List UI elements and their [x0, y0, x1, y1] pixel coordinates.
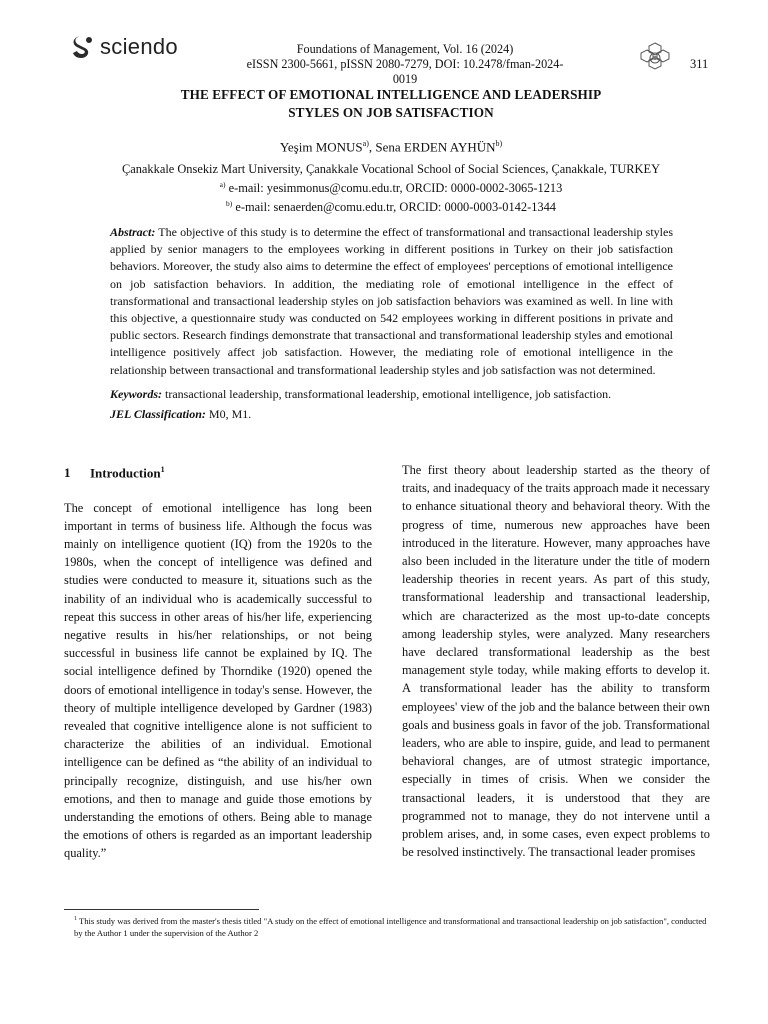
issn-doi-line: eISSN 2300-5661, pISSN 2080-7279, DOI: 10.2478/fman-2024-0019: [246, 57, 564, 86]
intro-paragraph-right: The first theory about leadership started as the theory of traits, and inadequacy of the traits approach made it necessary to enhance situational theory and behavioral theory. With the progress of time, numerous new approaches have been introduced in the literature. However, many approaches have also been included in the literature under the title of modern leadership theories in recent years. As part of this study, transformational leadership and transactional leadership, which are characterized as the most up-to-date concepts among leadership styles, were analyzed. Many researchers have declared transformational leadership as the best management style today, while making efforts to develop it. A transformational leader has the ability to transform employees' view of the job and the balance between their own goals and business goals in favor of the job. Transformational leaders, who are able to inspire, guide, and lead to permanent behavioral changes, are of utmost strategic importance, especially in times of crisis. When we consider the transactional leaders, it is understood that they are programmed not to manage, they do not intervene until a problem arises, and, in some cases, even expect problems to be resolved instinctively. The transactional leader promises: [402, 463, 710, 860]
jel-classification: [110, 406, 673, 423]
title-line-2: STYLES ON JOB SATISFACTION: [288, 104, 494, 120]
intro-paragraph-left: The concept of emotional intelligence has long been important in terms of business life. Although the focus was mainly on intelligence quotient (IQ) from the 1920s to the 1980s, when the concept of intelligence was defined and studies were conducted to measure it, situations such as the inability of an individual who is academically successful to repeat this success in other areas of his/her life, experiencing negative results in his/her relationships, or not being successful in business life cannot be explained by IQ. The social intelligence defined by Thorndike (1920) opened the doors of emotional intelligence in today's sense. However, the theory of multiple intelligence developed by Gardner (1983) revealed that cognitive intelligence alone is not sufficient to characterize the abilities of an individual. Emotional intelligence can be defined as “the ability of an individual to principally recognize, distinguish, and use his/her own emotions, and then to manage and guide those emotions by understanding the emotions of others. Being able to manage the emotions of others is regarded as an important leadership quality.”: [64, 500, 372, 861]
journal-info: [240, 42, 570, 87]
author-2-mark: b): [495, 139, 503, 148]
university-seal-icon: [636, 40, 674, 70]
jel-label: JEL Classification:: [110, 407, 206, 422]
email-a-line: [80, 177, 702, 196]
keywords: [110, 386, 673, 403]
sciendo-logo-icon: [70, 34, 94, 60]
authors: [100, 139, 682, 155]
publisher-name: sciendo: [100, 34, 178, 59]
email-a: e-mail: yesimmonus@comu.edu.tr, ORCID: 0000-0002-3065-1213: [225, 181, 563, 196]
journal-line: Foundations of Management, Vol. 16 (2024): [296, 42, 514, 56]
abstract-label: Abstract:: [110, 225, 156, 239]
section-number: 1: [64, 465, 71, 481]
title-line-1: THE EFFECT OF EMOTIONAL INTELLIGENCE AND LEADERSHIP: [180, 87, 602, 102]
section-footnote-mark: 1: [160, 465, 165, 474]
page-header: [0, 0, 768, 86]
publisher-logo: [70, 34, 178, 60]
abstract-block: [110, 224, 673, 423]
footnote-divider: [64, 909, 259, 910]
footnote-text: This study was derived from the master's thesis titled "A study on the effect of emotional intelligence and transformational and transactional leadership on job satisfaction", conducted by the Author 1 under the supervision of the Author 2: [74, 915, 707, 938]
keywords-label: Keywords:: [110, 386, 162, 401]
abstract-text: The objective of this study is to determine the effect of transformational and transactional leadership styles applied by senior managers to the employees working in different positions in Turkey on their job satisfaction behaviors. Moreover, the study also aims to determine the effect of employees' perceptions of emotional intelligence on job satisfaction behaviors. In addition, the mediating role of emotional intelligence in the effect of transformational and transactional leadership styles on job satisfaction behaviors was examined as well. In line with this objective, a questionnaire study was conducted on 542 employees working in different positions in private and public sectors. Research findings demonstrate that transactional and transformational leadership styles and emotional intelligence positively affect job satisfaction. However, the mediating role of emotional intelligence in the relationship between transactional and transformational leadership styles and job satisfaction was not determined.: [110, 225, 673, 377]
affiliation: Çanakkale Onsekiz Mart University, Çanakkale Vocational School of Social Sciences, Çanakkale, TURKEY: [121, 162, 661, 176]
email-b-mark: b): [226, 199, 233, 209]
email-a-mark: a): [219, 180, 226, 189]
section-title: Introduction: [90, 465, 161, 481]
body-column-right: [402, 461, 710, 861]
email-b-line: [80, 196, 702, 215]
footnote: [74, 913, 710, 939]
author-1: Yeşim MONUS: [279, 139, 363, 155]
article-title: [100, 86, 682, 121]
body-column-left: [64, 461, 372, 863]
email-b: e-mail: senaerden@comu.edu.tr, ORCID: 0000-0003-0142-1344: [232, 200, 556, 215]
author-1-mark: a): [362, 139, 369, 148]
jel-text: M0, M1.: [205, 407, 252, 422]
affiliation-block: [80, 162, 702, 215]
section-heading: [64, 461, 372, 483]
keywords-text: transactional leadership, transformational leadership, emotional intelligence, job satisfaction.: [162, 386, 612, 401]
footnote-mark: 1: [74, 916, 77, 922]
author-2: Sena ERDEN AYHÜN: [375, 139, 496, 155]
abstract: [110, 224, 673, 379]
page-number: 311: [690, 57, 709, 71]
author-separator: ,: [368, 139, 376, 155]
